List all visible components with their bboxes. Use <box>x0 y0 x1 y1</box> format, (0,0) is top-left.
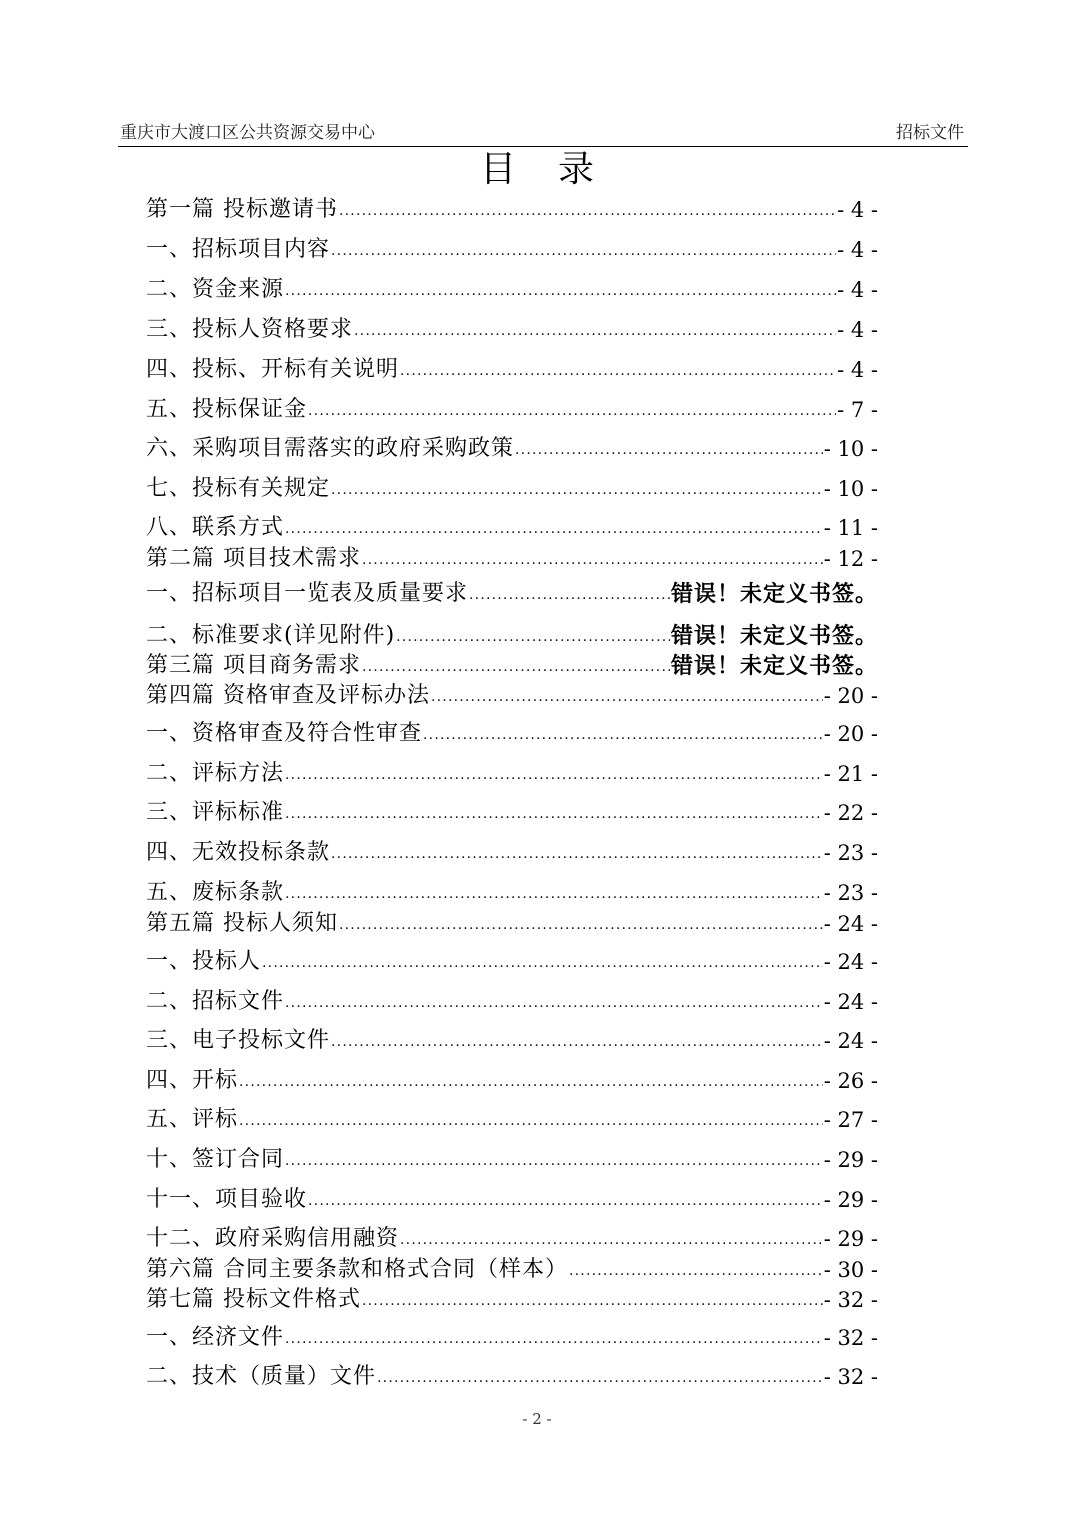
toc-leader-dots <box>285 807 823 821</box>
toc-entry-label: 第六篇 合同主要条款和格式合同（样本） <box>146 1257 568 1282</box>
toc-entry-label: 一、投标人 <box>146 949 262 974</box>
toc-entry[interactable] <box>146 986 878 1016</box>
toc-entry-page: - 4 - <box>837 278 878 302</box>
toc-entry-label: 四、投标、开标有关说明 <box>146 357 400 382</box>
toc-entry-label: 十、签订合同 <box>146 1147 285 1172</box>
toc-entry-page: - 4 - <box>837 238 878 262</box>
toc-entry-page: - 4 - <box>837 318 878 342</box>
toc-leader-dots <box>285 284 836 298</box>
toc-entry[interactable] <box>146 433 878 463</box>
toc-entry-label: 第四篇 资格审查及评标办法 <box>146 683 430 708</box>
toc-entry-page: 错误！未定义书签。 <box>670 581 878 607</box>
page-header <box>118 112 968 147</box>
toc-entry[interactable] <box>146 1254 878 1284</box>
toc-entry-page: - 24 - <box>823 950 878 974</box>
toc-leader-dots <box>423 728 823 742</box>
toc-entry-page: - 22 - <box>823 801 878 825</box>
toc-leader-dots <box>431 690 823 704</box>
toc-entry-page: - 7 - <box>837 398 878 422</box>
toc-leader-dots <box>339 204 836 218</box>
toc-entry-label: 十一、项目验收 <box>146 1187 308 1212</box>
header-document-type: 招标文件 <box>896 123 964 143</box>
toc-entry-page: - 24 - <box>823 1029 878 1053</box>
toc-entry-label: 五、投标保证金 <box>146 397 308 422</box>
toc-entry-page: - 10 - <box>823 477 878 501</box>
toc-entry[interactable] <box>146 620 878 650</box>
toc-entry[interactable] <box>146 946 878 976</box>
toc-entry-page: - 24 - <box>823 990 878 1014</box>
toc-entry[interactable] <box>146 1144 878 1174</box>
toc-entry[interactable] <box>146 1361 878 1391</box>
toc-entry[interactable] <box>146 877 878 907</box>
toc-entry-label: 二、评标方法 <box>146 761 285 786</box>
toc-leader-dots <box>515 443 823 457</box>
toc-leader-dots <box>285 887 823 901</box>
toc-entry-page: - 23 - <box>823 881 878 905</box>
toc-entry-page: - 10 - <box>823 437 878 461</box>
toc-entry-label: 一、资格审查及符合性审查 <box>146 721 423 746</box>
toc-entry-label: 十二、政府采购信用融资 <box>146 1226 400 1251</box>
toc-entry[interactable] <box>146 650 878 680</box>
toc-entry-label: 二、招标文件 <box>146 989 285 1014</box>
page-number: - 2 - <box>522 1410 552 1428</box>
toc-entry-page: - 32 - <box>823 1326 878 1350</box>
toc-leader-dots <box>331 483 823 497</box>
toc-leader-dots <box>308 1194 823 1208</box>
toc-entry-label: 第七篇 投标文件格式 <box>146 1287 361 1312</box>
toc-entry[interactable] <box>146 1322 878 1352</box>
toc-leader-dots <box>285 1154 823 1168</box>
toc-entry-page: - 32 - <box>823 1288 878 1312</box>
toc-entry-label: 第一篇 投标邀请书 <box>146 197 338 222</box>
toc-entry-page: 错误！未定义书签。 <box>670 623 878 649</box>
toc-leader-dots <box>362 553 823 567</box>
toc-entry-label: 一、经济文件 <box>146 1325 285 1350</box>
toc-entry[interactable] <box>146 234 878 264</box>
toc-leader-dots <box>469 588 670 602</box>
toc-leader-dots <box>569 1264 823 1278</box>
toc-leader-dots <box>377 1371 823 1385</box>
toc-entry-label: 一、招标项目一览表及质量要求 <box>146 581 469 606</box>
toc-entry[interactable] <box>146 837 878 867</box>
toc-entry[interactable] <box>146 758 878 788</box>
toc-leader-dots <box>239 1075 823 1089</box>
toc-entry-page: - 11 - <box>823 516 878 540</box>
toc-leader-dots <box>400 1233 823 1247</box>
toc-entry-label: 第三篇 项目商务需求 <box>146 653 361 678</box>
toc-entry[interactable] <box>146 512 878 542</box>
toc-leader-dots <box>285 522 823 536</box>
toc-entry-label: 七、投标有关规定 <box>146 476 331 501</box>
toc-leader-dots <box>285 996 823 1010</box>
toc-entry[interactable] <box>146 314 878 344</box>
toc-entry-page: - 12 - <box>823 547 878 571</box>
toc-entry-label: 四、无效投标条款 <box>146 840 331 865</box>
toc-entry-page: 错误！未定义书签。 <box>670 653 878 679</box>
toc-entry[interactable] <box>146 1223 878 1253</box>
toc-entry-page: - 26 - <box>823 1069 878 1093</box>
toc-entry-page: - 4 - <box>837 198 878 222</box>
toc-entry-label: 五、废标条款 <box>146 880 285 905</box>
toc-entry-page: - 21 - <box>823 762 878 786</box>
toc-leader-dots <box>308 404 836 418</box>
toc-entry[interactable] <box>146 473 878 503</box>
toc-entry-label: 五、评标 <box>146 1107 239 1132</box>
header-organization: 重庆市大渡口区公共资源交易中心 <box>120 123 375 143</box>
toc-entry-label: 第五篇 投标人须知 <box>146 911 338 936</box>
toc-leader-dots <box>331 847 823 861</box>
toc-entry-label: 四、开标 <box>146 1068 239 1093</box>
toc-entry-page: - 20 - <box>823 684 878 708</box>
toc-leader-dots <box>362 660 670 674</box>
toc-entry-label: 一、招标项目内容 <box>146 237 331 262</box>
toc-leader-dots <box>396 630 670 644</box>
toc-entry[interactable] <box>146 680 878 710</box>
toc-leader-dots <box>239 1114 823 1128</box>
toc-entry-label: 第二篇 项目技术需求 <box>146 546 361 571</box>
toc-entry-label: 三、投标人资格要求 <box>146 317 354 342</box>
toc-entry-page: - 20 - <box>823 722 878 746</box>
toc-entry[interactable] <box>146 543 878 573</box>
toc-leader-dots <box>400 364 836 378</box>
toc-entry[interactable] <box>146 908 878 938</box>
toc-entry[interactable] <box>146 1065 878 1095</box>
toc-entry-label: 三、评标标准 <box>146 800 285 825</box>
toc-entry[interactable] <box>146 194 878 224</box>
toc-entry-page: - 29 - <box>823 1227 878 1251</box>
toc-entry-label: 三、电子投标文件 <box>146 1028 331 1053</box>
toc-entry[interactable] <box>146 394 878 424</box>
toc-entry[interactable] <box>146 718 878 748</box>
toc-leader-dots <box>339 918 823 932</box>
toc-entry-label: 二、技术（质量）文件 <box>146 1364 377 1389</box>
toc-entry-page: - 32 - <box>823 1365 878 1389</box>
toc-leader-dots <box>362 1294 823 1308</box>
toc-entry[interactable] <box>146 797 878 827</box>
toc-entry-page: - 4 - <box>837 358 878 382</box>
toc-entry[interactable] <box>146 1025 878 1055</box>
toc-entry-page: - 24 - <box>823 912 878 936</box>
toc-entry[interactable] <box>146 274 878 304</box>
toc-entry-page: - 29 - <box>823 1148 878 1172</box>
toc-entry[interactable] <box>146 1104 878 1134</box>
toc-leader-dots <box>262 956 823 970</box>
toc-entry[interactable] <box>146 354 878 384</box>
toc-entry-label: 二、资金来源 <box>146 277 285 302</box>
toc-entry-page: - 29 - <box>823 1188 878 1212</box>
toc-title: 目录 <box>479 149 636 190</box>
toc-leader-dots <box>285 768 823 782</box>
toc-entry-page: - 27 - <box>823 1108 878 1132</box>
toc-entry-label: 六、采购项目需落实的政府采购政策 <box>146 436 515 461</box>
toc-entry[interactable] <box>146 578 878 608</box>
toc-leader-dots <box>285 1332 823 1346</box>
toc-entry[interactable] <box>146 1284 878 1314</box>
toc-leader-dots <box>354 324 836 338</box>
toc-leader-dots <box>331 1035 823 1049</box>
toc-entry-page: - 30 - <box>823 1258 878 1282</box>
toc-leader-dots <box>331 244 836 258</box>
toc-entry-label: 八、联系方式 <box>146 515 285 540</box>
toc-entry[interactable] <box>146 1184 878 1214</box>
toc-entry-page: - 23 - <box>823 841 878 865</box>
toc-entry-label: 二、标准要求(详见附件) <box>146 623 396 648</box>
